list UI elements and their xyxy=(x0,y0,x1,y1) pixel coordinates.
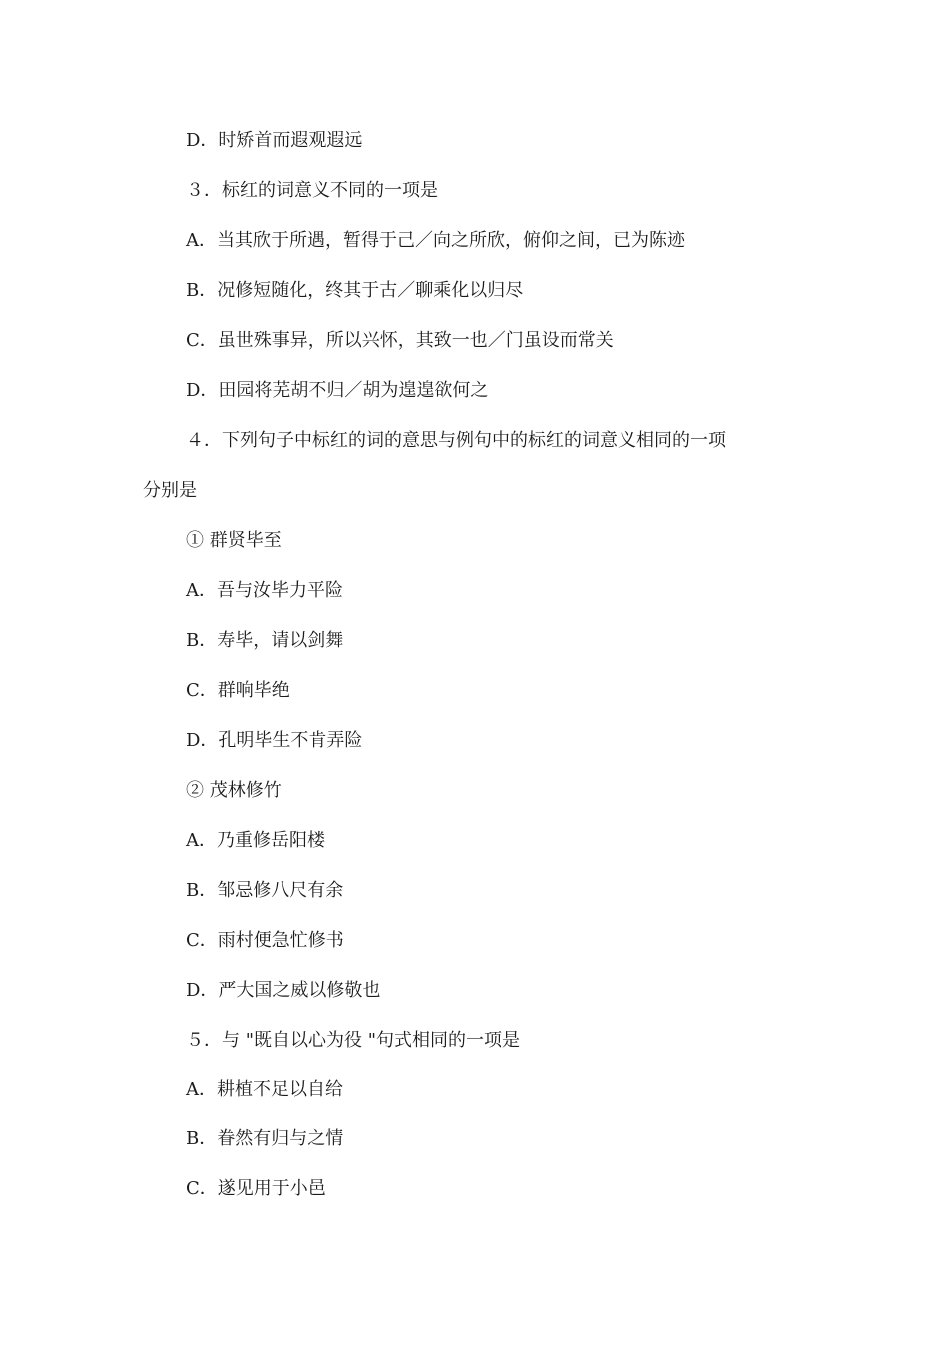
q5-question: ５．与 "既自以心为役 "句式相同的一项是 xyxy=(186,1030,521,1051)
q3-option-d: D．田园将芜胡不归／胡为遑遑欲何之 xyxy=(186,380,489,401)
q4-sub2-option-d: D．严大国之威以修敬也 xyxy=(186,980,381,1001)
q5-option-a: A．耕植不足以自给 xyxy=(186,1079,343,1100)
q4-sub2-option-a: A．乃重修岳阳楼 xyxy=(186,830,325,851)
q3-option-c: C．虽世殊事异，所以兴怀，其致一也／门虽设而常关 xyxy=(186,330,614,351)
q4-sub2-example: ② 茂林修竹 xyxy=(186,780,282,801)
q4-sub1-option-c: C．群响毕绝 xyxy=(186,680,290,701)
q3-option-b: B．况修短随化，终其于古／聊乘化以归尽 xyxy=(186,280,524,301)
q3-question: ３．标红的词意义不同的一项是 xyxy=(186,180,438,201)
q4-sub2-option-b: B．邹忌修八尺有余 xyxy=(186,880,344,901)
q3-option-a: A．当其欣于所遇，暂得于己／向之所欣，俯仰之间，已为陈迹 xyxy=(186,230,685,251)
q4-sub1-example: ① 群贤毕至 xyxy=(186,530,282,551)
q5-option-b: B．眷然有归与之情 xyxy=(186,1128,344,1149)
q5-option-c: C．遂见用于小邑 xyxy=(186,1178,326,1199)
q4-question-continued: 分别是 xyxy=(143,480,197,501)
q4-sub1-option-b: B．寿毕，请以剑舞 xyxy=(186,630,344,651)
q4-sub1-option-a: A．吾与汝毕力平险 xyxy=(186,580,343,601)
q4-sub1-option-d: D．孔明毕生不肯弄险 xyxy=(186,730,363,751)
q4-question: ４．下列句子中标红的词的意思与例句中的标红的词意义相同的一项 xyxy=(186,430,726,451)
q4-sub2-option-c: C．雨村便急忙修书 xyxy=(186,930,344,951)
q2-option-d: D．时矫首而遐观遐远 xyxy=(186,130,363,151)
